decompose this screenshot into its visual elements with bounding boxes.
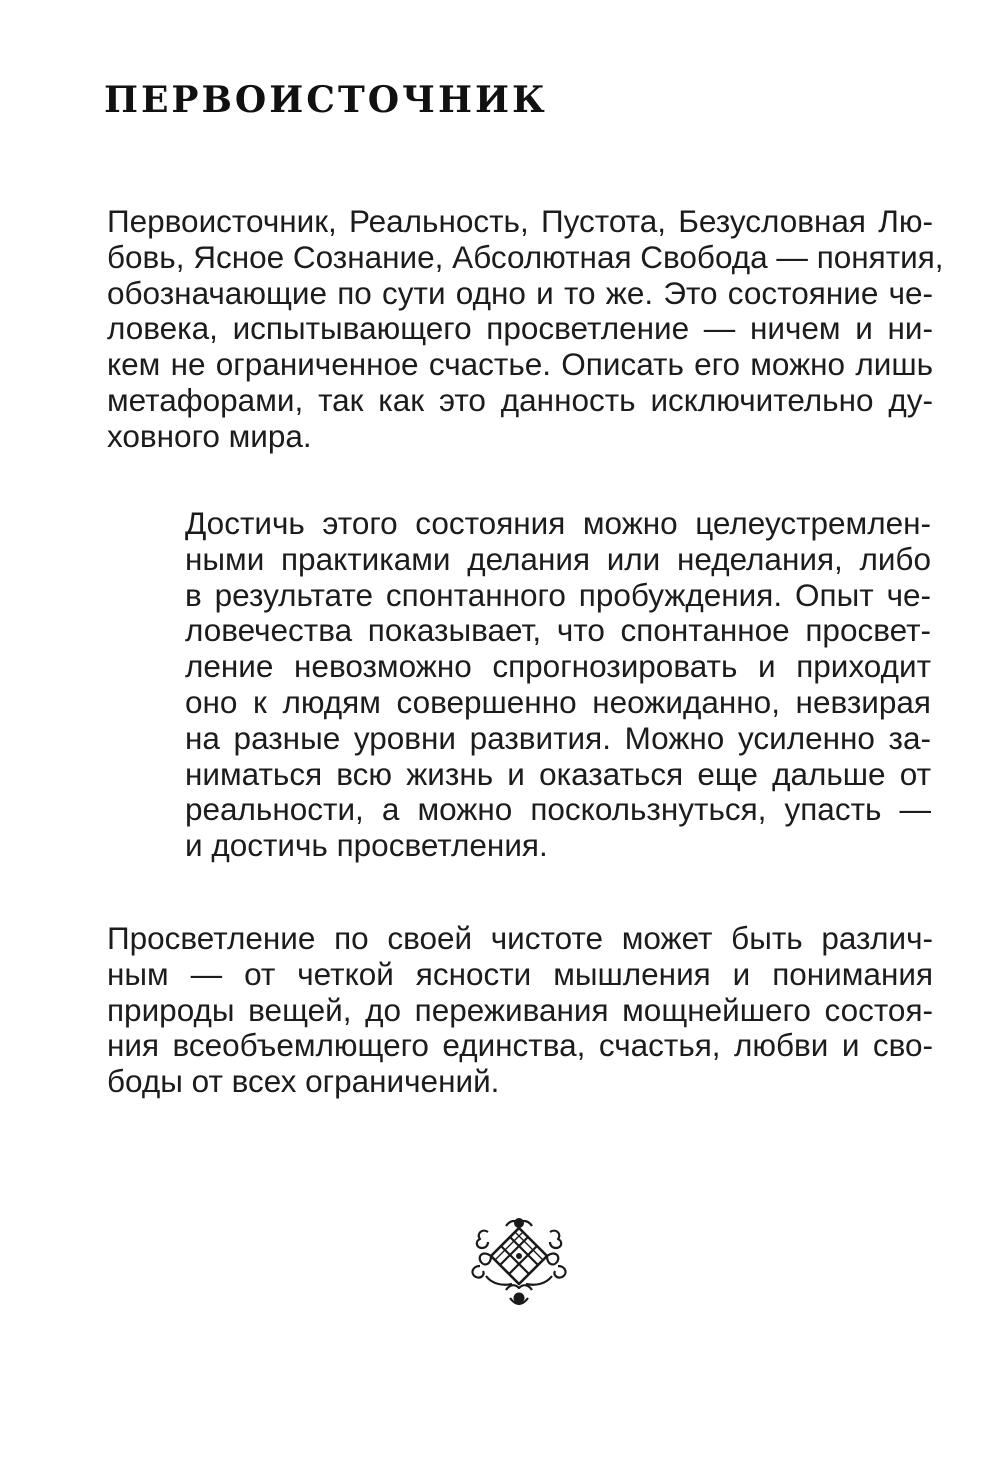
text-line: оно к людям совершенно неожиданно, невзирая [185, 683, 931, 720]
paragraph-1 [107, 203, 944, 455]
text-line: Первоисточник, Реальность, Пустота, Безусловная Лю- [107, 203, 933, 239]
page-title: ПЕРВОИСТОЧНИК [104, 79, 548, 122]
text-line: ховного мира. [107, 417, 312, 454]
text-line: ными практиками делания или неделания, либо [185, 540, 931, 577]
text-line: Просветление по своей чистоте может быть различ- [107, 920, 933, 956]
text-line: и достичь просветления. [185, 827, 548, 864]
paragraph-3 [107, 921, 933, 1100]
text-line: на разные уровни развития. Можно усиленно за- [185, 719, 931, 756]
text-line: кем не ограниченное счастье. Описать его можно лишь [107, 346, 933, 383]
text-line: метафорами, так как это данность исключительно ду- [107, 381, 933, 418]
text-line: ным — от четкой ясности мышления и понимания [107, 955, 933, 992]
text-line: бовь, Ясное Сознание, Абсолютная Свобода — понятия, [107, 238, 944, 275]
text-line: ловека, испытывающего просветление — ничем и ни- [107, 310, 933, 347]
endless-knot-icon [466, 1214, 572, 1310]
paragraph-2-indented [185, 506, 931, 864]
text-line: в результате спонтанного пробуждения. Опыт че- [185, 576, 931, 613]
text-line: реальности, а можно поскользнуться, упасть — [185, 791, 931, 828]
text-line: ловечества показывает, что спонтанное просвет- [185, 612, 931, 649]
text-line: Достичь этого состояния можно целеустремлен- [185, 505, 931, 541]
text-line: ление невозможно спрогнозировать и приходит [185, 648, 931, 685]
text-line: ния всеобъемлющего единства, счастья, любви и сво- [107, 1027, 933, 1064]
text-line: природы вещей, до переживания мощнейшего состоя- [107, 991, 933, 1028]
text-line: обозначающие по сути одно и то же. Это состояние че- [107, 274, 933, 311]
text-line: боды от всех ограничений. [107, 1063, 500, 1100]
text-line: ниматься всю жизнь и оказаться еще дальше от [185, 755, 931, 792]
